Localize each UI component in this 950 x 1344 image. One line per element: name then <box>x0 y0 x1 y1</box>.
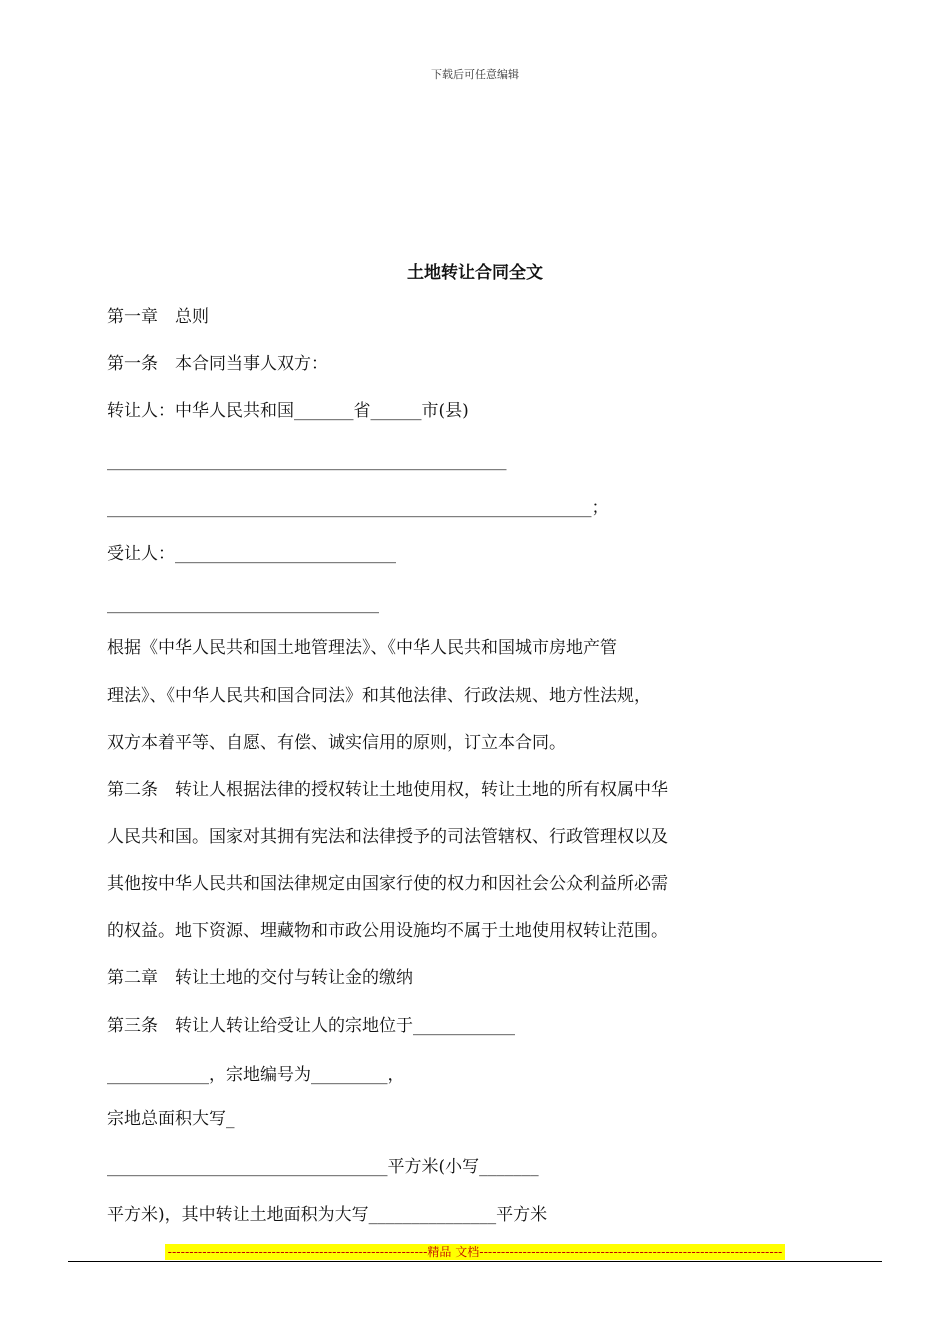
article-2-line: 的权益。地下资源、埋藏物和市政公用设施均不属于土地使用权转让范围。 <box>107 921 668 941</box>
footer-rule <box>68 1261 882 1262</box>
transferee-line: 受让人：__________________________ <box>107 544 396 564</box>
article-2-line: 其他按中华人民共和国法律规定由国家行使的权力和因社会公众利益所必需 <box>107 874 668 894</box>
article-3-line: ____________，宗地编号为_________， <box>107 1065 405 1085</box>
transferee-blank-line: ________________________________ <box>107 594 379 614</box>
chapter-1-heading: 第一章 总则 <box>107 307 209 327</box>
article-3-line: _________________________________平方米(小写_______ <box>107 1157 539 1177</box>
transferor-blank-line-1: _______________________________________________ <box>107 451 507 471</box>
body-paragraph-line: 双方本着平等、自愿、有偿、诚实信用的原则，订立本合同。 <box>107 733 566 753</box>
article-2-line: 人民共和国。国家对其拥有宪法和法律授予的司法管辖权、行政管理权以及 <box>107 827 668 847</box>
document-title: 土地转让合同全文 <box>407 263 543 283</box>
transferor-blank-line-2: _________________________________________________________； <box>107 498 609 518</box>
body-paragraph-line: 理法》、《中华人民共和国合同法》和其他法律、行政法规、地方性法规， <box>107 686 651 706</box>
chapter-2-heading: 第二章 转让土地的交付与转让金的缴纳 <box>107 968 413 988</box>
footer-banner: ------------------------------------------------------------精品 文档---------------------------------------------------------------------- <box>165 1244 785 1260</box>
transferor-line: 转让人：中华人民共和国_______省______市(县) <box>107 401 469 421</box>
article-3-line: 平方米)，其中转让土地面积为大写_______________平方米 <box>107 1205 548 1225</box>
article-3-line: 宗地总面积大写_ <box>107 1109 235 1129</box>
header-note: 下载后可任意编辑 <box>431 68 519 81</box>
article-2-line: 第二条 转让人根据法律的授权转让土地使用权，转让土地的所有权属中华 <box>107 780 668 800</box>
article-3-line: 第三条 转让人转让给受让人的宗地位于____________ <box>107 1016 515 1036</box>
article-1-heading: 第一条 本合同当事人双方： <box>107 354 328 374</box>
body-paragraph-line: 根据《中华人民共和国土地管理法》、《中华人民共和国城市房地产管 <box>107 638 617 658</box>
